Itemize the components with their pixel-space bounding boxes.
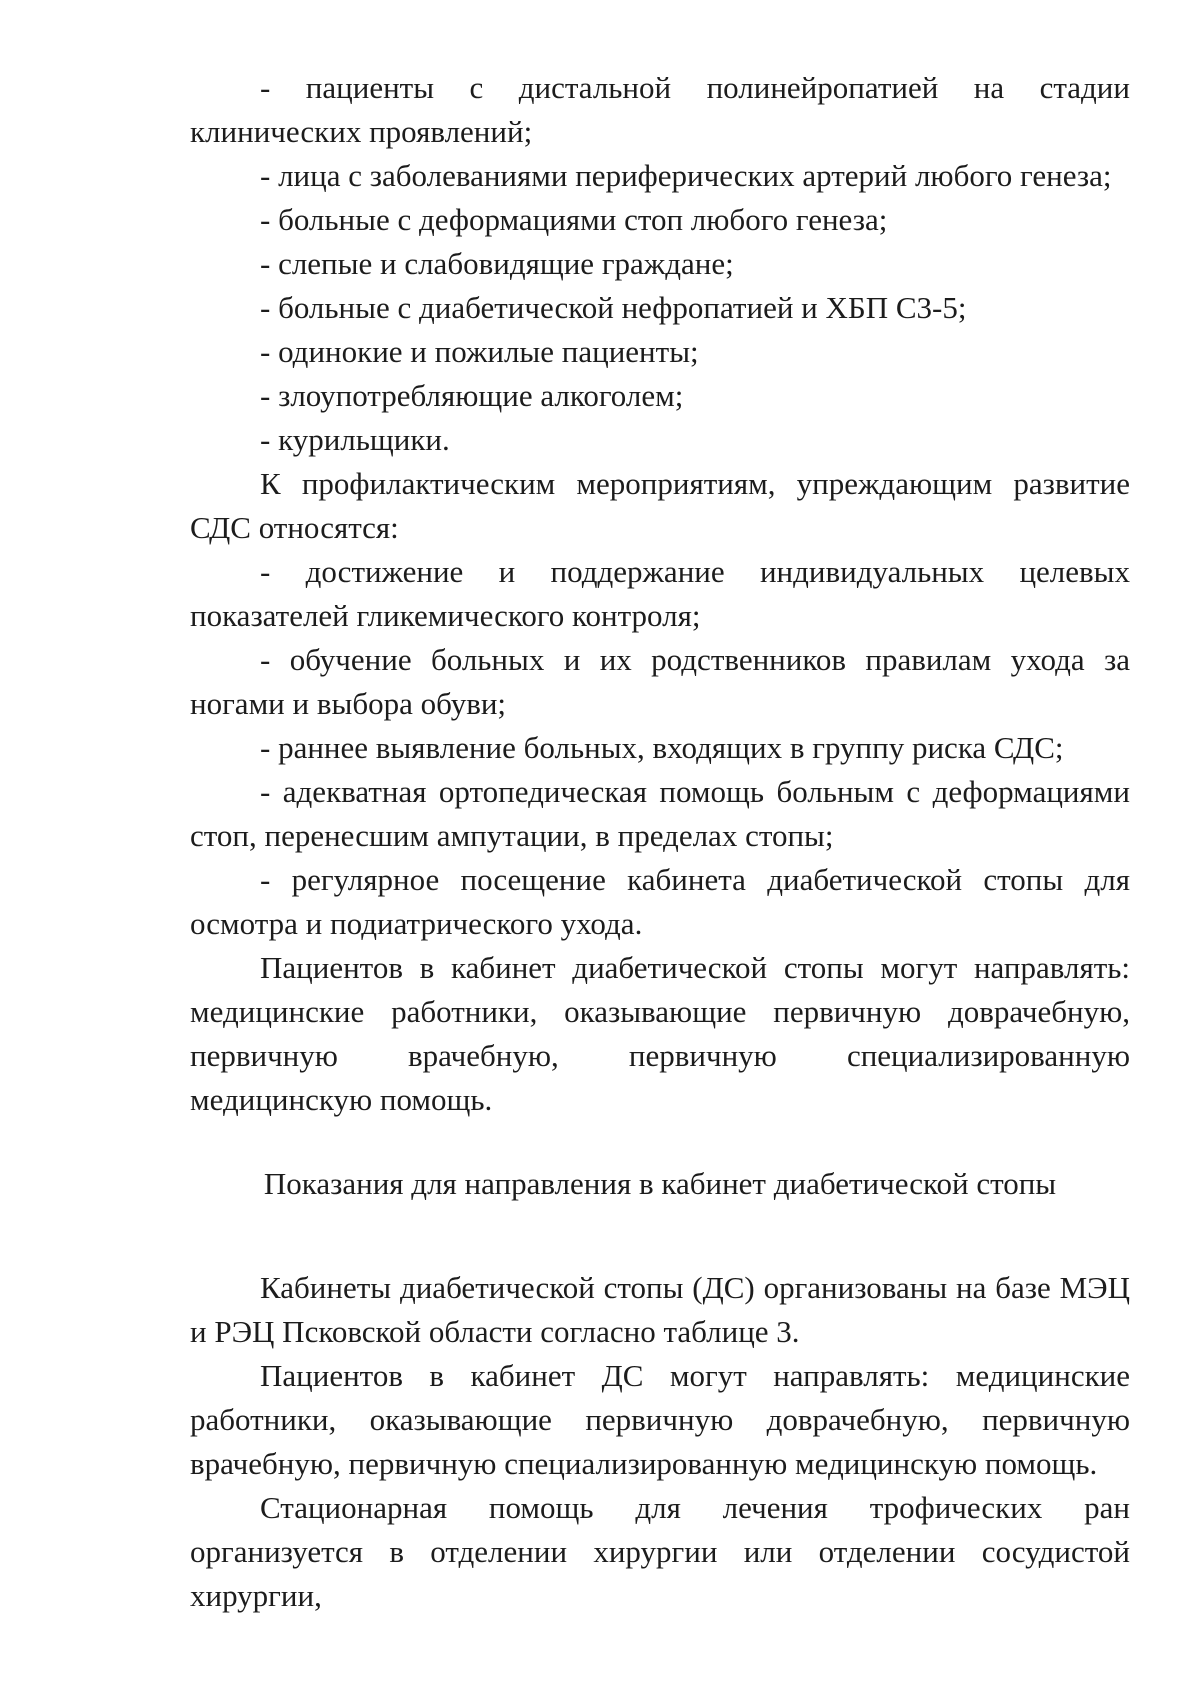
prevention-intro: К профилактическим мероприятиям, упреждающим развитие СДС относятся: [190,466,1130,545]
risk-item: - одинокие и пожилые пациенты; [260,334,699,369]
risk-item: - злоупотребляющие алкоголем; [260,378,684,413]
prevention-item: - достижение и поддержание индивидуальных целевых показателей гликемического контроля; [190,554,1130,633]
section-paragraph: Кабинеты диабетической стопы (ДС) организованы на базе МЭЦ и РЭЦ Псковской области согласно таблице 3. [190,1270,1130,1349]
document-body [190,66,1130,1618]
section-heading: Показания для направления в кабинет диабетической стопы [263,1166,1057,1201]
prevention-item: - раннее выявление больных, входящих в группу риска СДС; [260,730,1064,765]
referral-paragraph: Пациентов в кабинет диабетической стопы могут направлять: медицинские работники, оказывающие первичную доврачебную, первичную врачебную, первичную специализированную медицинскую помощь. [190,950,1130,1117]
risk-item: - курильщики. [260,422,450,457]
prevention-item: - адекватная ортопедическая помощь больным с деформациями стоп, перенесшим ампутации, в пределах стопы; [190,774,1130,853]
risk-item: - больные с диабетической нефропатией и ХБП С3-5; [260,290,967,325]
section-paragraph: Стационарная помощь для лечения трофических ран организуется в отделении хирургии или отделении сосудистой хирургии, [190,1490,1130,1613]
risk-item: - лица с заболеваниями периферических артерий любого генеза; [260,158,1112,193]
risk-item: - пациенты с дистальной полинейропатией на стадии клинических проявлений; [190,70,1130,149]
section-paragraph: Пациентов в кабинет ДС могут направлять: медицинские работники, оказывающие первичную доврачебную, первичную врачебную, первичную специализированную медицинскую помощь. [190,1358,1130,1481]
risk-item: - слепые и слабовидящие граждане; [260,246,734,281]
prevention-item: - регулярное посещение кабинета диабетической стопы для осмотра и подиатрического ухода. [190,862,1130,941]
risk-item: - больные с деформациями стоп любого генеза; [260,202,888,237]
prevention-item: - обучение больных и их родственников правилам ухода за ногами и выбора обуви; [190,642,1130,721]
